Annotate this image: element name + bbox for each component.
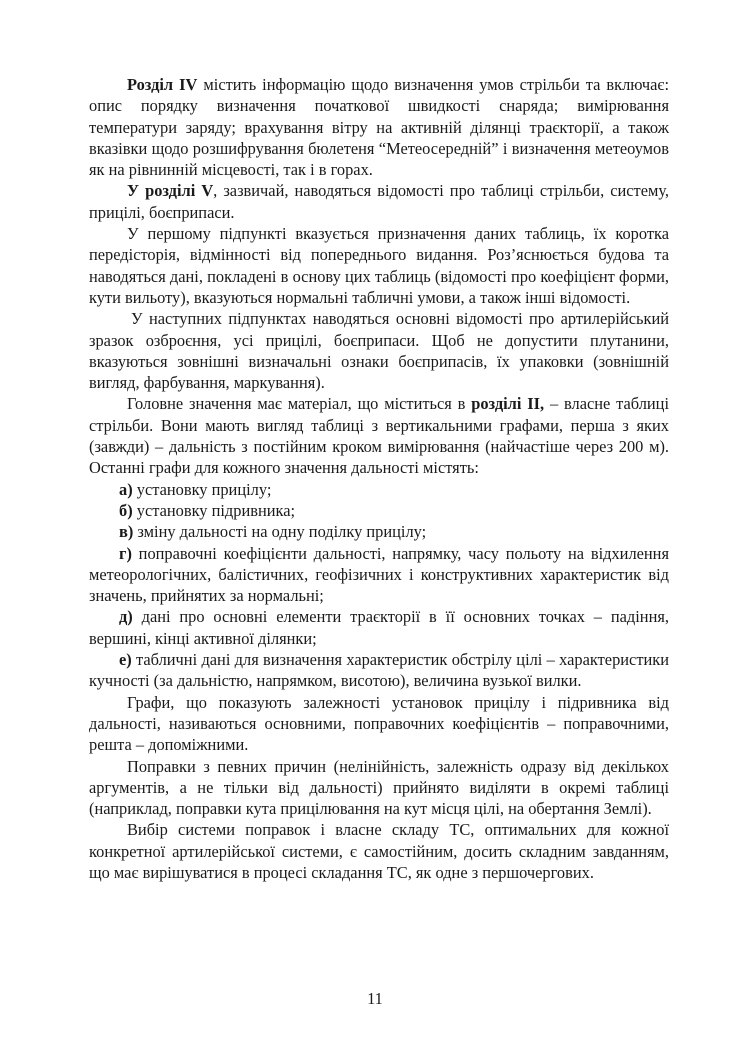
page-number: 11 bbox=[367, 989, 383, 1008]
list-item bbox=[89, 649, 669, 692]
paragraph-system-choice: Вибір системи поправок і власне складу ТС, оптимальних для кожної конкретної артилерійської системи, є самостійним, досить складним завданням, що має вирішуватися в процесі складання ТС, як одне з першочергових. bbox=[89, 820, 669, 882]
list-item-text: дані про основні елементи траєкторії в її основних точках – падіння, вершині, кінці активної ділянки; bbox=[89, 607, 669, 648]
list-item-marker: д) bbox=[119, 607, 133, 627]
list-item-text: установку підривника; bbox=[132, 500, 296, 520]
list-item-marker: г) bbox=[119, 543, 132, 563]
section-v-heading: У розділі V bbox=[127, 181, 214, 201]
section-ii-lead: Головне значення має матеріал, що міститься в bbox=[127, 394, 472, 414]
list-item-marker: а) bbox=[119, 479, 133, 499]
section-iv-text: містить інформацію щодо визначення умов стрільби та включає: опис порядку визначення початкової швидкості снаряда; вимірювання температури заряду; врахування вітру на активній ділянці траєкторії, а також вказівки щодо розшифрування бюлетеня “Метеосередній” і визначення метеоумов як на рівнинній місцевості, так і в горах. bbox=[89, 75, 669, 180]
list-item bbox=[89, 543, 669, 607]
list-item-marker: в) bbox=[119, 522, 134, 542]
list-item-text: табличні дані для визначення характеристик обстрілу цілі – характеристики кучності (за дальністю, напрямком, висотою), величина вузької вилки. bbox=[89, 650, 669, 691]
list-item bbox=[89, 521, 669, 542]
list-item-text: установку прицілу; bbox=[132, 479, 272, 499]
list-item-marker: е) bbox=[119, 650, 132, 670]
paragraph-graph-types: Графи, що показують залежності установок прицілу і підривника від дальності, називаються основними, поправочних коефіцієнтів – поправочними, решта – допоміжними. bbox=[89, 692, 669, 755]
paragraph-first-subsection: У першому підпункті вказується призначення даних таблиць, їх коротка передісторія, відмінності від попереднього видання. Роз’яснюється будова та наводяться дані, покладені в основу цих таблиць (відомості про коефіцієнт форми, кути вильоту), вказуються нормальні табличні умови, а також інші відомості. bbox=[89, 224, 669, 307]
paragraph-section-iv bbox=[89, 74, 669, 180]
list-item bbox=[89, 500, 669, 521]
list-item bbox=[89, 606, 669, 649]
paragraph-corrections: Поправки з певних причин (нелінійність, залежність одразу від декількох аргументів, а не тільки від дальності) прийнято виділяти в окремі таблиці (наприклад, поправки кута прицілювання на кут місця цілі, на обертання Землі). bbox=[89, 756, 669, 819]
paragraph-section-v bbox=[89, 180, 669, 223]
list-item bbox=[89, 479, 669, 500]
list-item-text: зміну дальності на одну поділку прицілу; bbox=[133, 522, 427, 542]
section-ii-text: – власне таблиці стрільби. Вони мають вигляд таблиці з вертикальними графами, перша з яких (завжди) – дальність з постійним кроком вимірювання (найчастіше через 200 м). Останні графи для кожного значення дальності містять: bbox=[89, 394, 670, 478]
list-item-text: поправочні коефіцієнти дальності, напрямку, часу польоту на відхилення метеорологічних, балістичних, геофізичних і конструктивних характеристик від значень, прийнятих за нормальні; bbox=[89, 543, 669, 606]
section-iv-heading: Розділ IV bbox=[127, 75, 198, 94]
section-ii-heading: розділі II, bbox=[471, 394, 545, 414]
paragraph-next-subsections: У наступних підпунктах наводяться основні відомості про артилерійський зразок озброєння, усі прицілі, боєприпаси. Щоб не допустити плутанини, вказуються зовнішні визначальні ознаки боєприпасів, їх упаковки (зовнішній вигляд, фарбування, маркування). bbox=[89, 309, 669, 393]
paragraph-section-ii bbox=[89, 393, 669, 478]
document-page bbox=[89, 74, 669, 883]
list-item-marker: б) bbox=[119, 500, 133, 520]
section-v-text: , зазвичай, наводяться відомості про таблиці стрільби, систему, прицілі, боєприпаси. bbox=[89, 181, 669, 222]
